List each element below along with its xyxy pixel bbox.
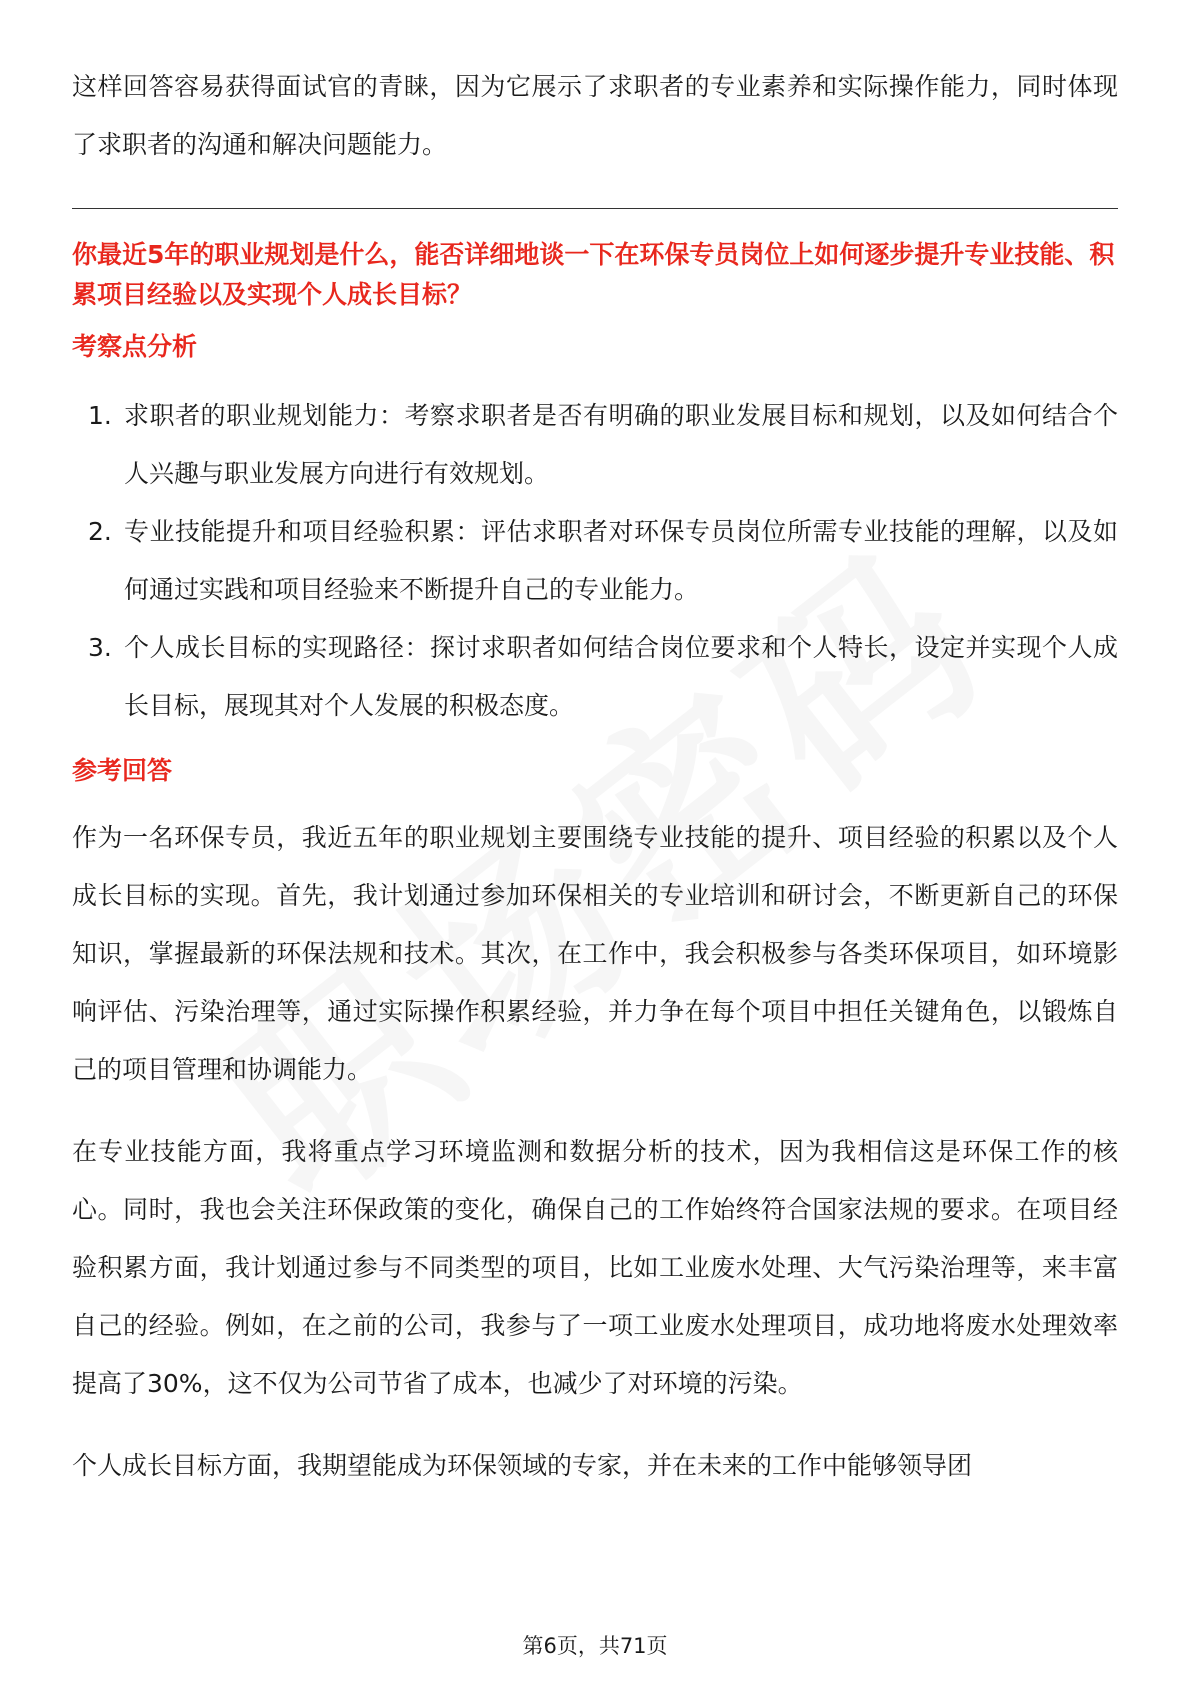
- answer-paragraph-3: 个人成长目标方面，我期望能成为环保领域的专家，并在未来的工作中能够领导团: [72, 1451, 973, 1480]
- intro-paragraph: 这样回答容易获得面试官的青睐，因为它展示了求职者的专业素养和实际操作能力，同时体现了求职者的沟通和解决问题能力。: [72, 72, 1118, 159]
- analysis-point-text: 个人成长目标的实现路径：探讨求职者如何结合岗位要求和个人特长，设定并实现个人成长目标，展现其对个人发展的积极态度。: [124, 633, 1118, 720]
- question-title: 你最近5年的职业规划是什么，能否详细地谈一下在环保专员岗位上如何逐步提升专业技能、积累项目经验以及实现个人成长目标？: [72, 240, 1115, 309]
- section-divider: [72, 208, 1118, 209]
- analysis-heading: 考察点分析: [72, 332, 198, 361]
- page-content: [72, 58, 1118, 1495]
- analysis-point-text: 专业技能提升和项目经验积累：评估求职者对环保专员岗位所需专业技能的理解，以及如何通过实践和项目经验来不断提升自己的专业能力。: [124, 517, 1118, 604]
- analysis-point-2: [72, 503, 1118, 619]
- analysis-point-1: [72, 387, 1118, 503]
- analysis-point-number: 3.: [88, 633, 112, 662]
- analysis-points-list: [72, 387, 1118, 735]
- analysis-point-text: 求职者的职业规划能力：考察求职者是否有明确的职业发展目标和规划，以及如何结合个人兴趣与职业发展方向进行有效规划。: [124, 401, 1118, 488]
- page-number-footer: 第6页，共71页: [522, 1634, 668, 1658]
- analysis-point-3: [72, 619, 1118, 735]
- answer-heading: 参考回答: [72, 756, 173, 785]
- answer-paragraph-2: 在专业技能方面，我将重点学习环境监测和数据分析的技术，因为我相信这是环保工作的核心。同时，我也会关注环保政策的变化，确保自己的工作始终符合国家法规的要求。在项目经验积累方面，我计划通过参与不同类型的项目，比如工业废水处理、大气污染治理等，来丰富自己的经验。例如，在之前的公司，我参与了一项工业废水处理项目，成功地将废水处理效率提高了30%，这不仅为公司节省了成本，也减少了对环境的污染。: [72, 1137, 1118, 1398]
- answer-paragraph-1: 作为一名环保专员，我近五年的职业规划主要围绕专业技能的提升、项目经验的积累以及个人成长目标的实现。首先，我计划通过参加环保相关的专业培训和研讨会，不断更新自己的环保知识，掌握最新的环保法规和技术。其次，在工作中，我会积极参与各类环保项目，如环境影响评估、污染治理等，通过实际操作积累经验，并力争在每个项目中担任关键角色，以锻炼自己的项目管理和协调能力。: [72, 823, 1118, 1084]
- analysis-point-number: 2.: [88, 517, 112, 546]
- analysis-point-number: 1.: [88, 401, 112, 430]
